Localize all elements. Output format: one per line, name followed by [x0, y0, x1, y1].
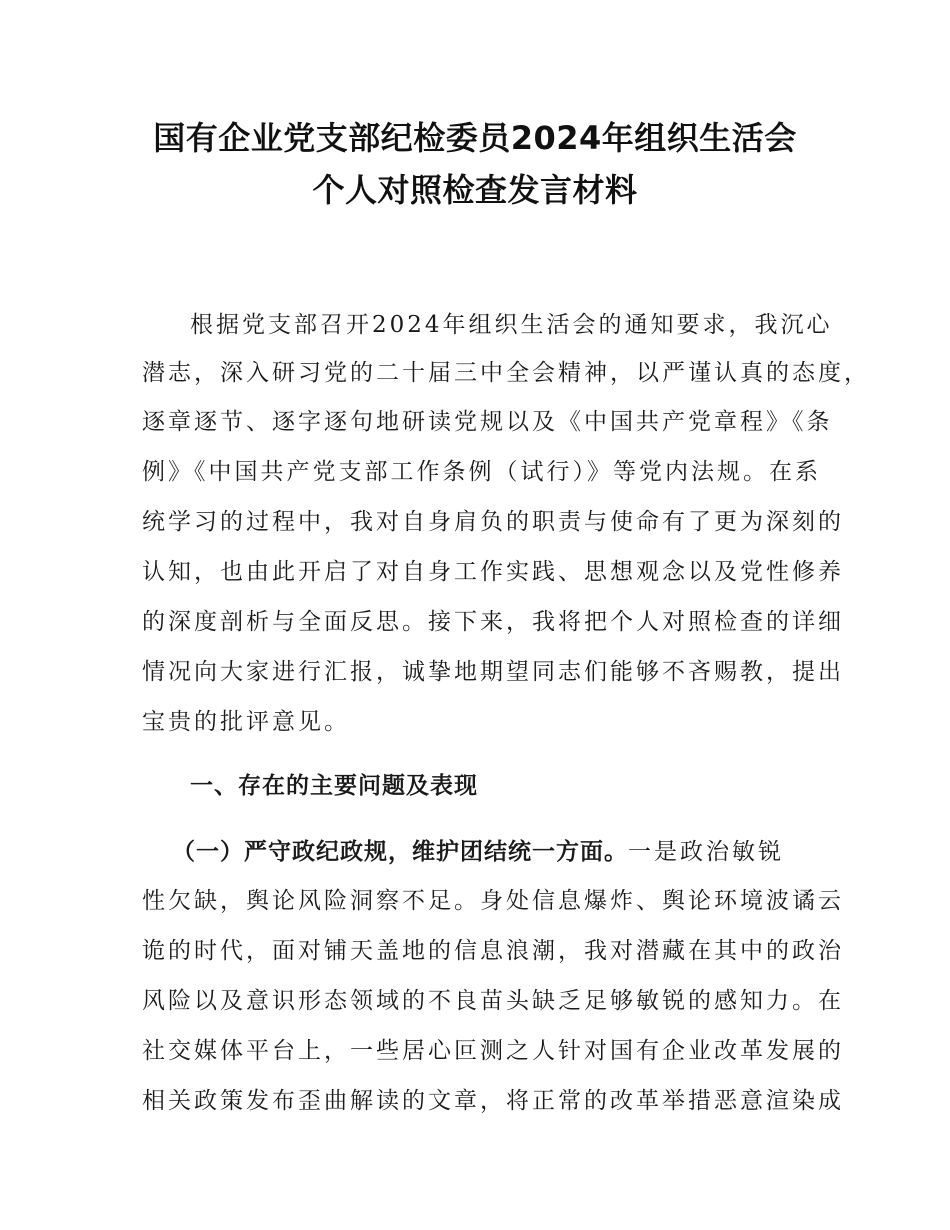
title-line-1: 国有企业党支部纪检委员2024年组织生活会 [153, 119, 797, 157]
body-line: 相关政策发布歪曲解读的文章，将正常的改革举措恶意渲染成 [142, 1088, 844, 1114]
intro-line: 认知，也由此开启了对自身工作实践、思想观念以及党性修养 [142, 559, 844, 585]
intro-line: 情况向大家进行汇报，诚挚地期望同志们能够不吝赐教，提出 [142, 659, 844, 685]
body-line: 性欠缺，舆论风险洞察不足。身处信息爆炸、舆论环境波谲云 [142, 888, 844, 914]
body-line: 社交媒体平台上，一些居心叵测之人针对国有企业改革发展的 [142, 1038, 844, 1064]
intro-line: 统学习的过程中，我对自身肩负的职责与使命有了更为深刻的 [142, 509, 844, 535]
intro-line: 潜志，深入研习党的二十届三中全会精神，以严谨认真的态度， [142, 360, 870, 386]
subsection-first-line-text: 一是政治敏锐 [628, 839, 784, 865]
document-title [0, 112, 950, 216]
body-line: 风险以及意识形态领域的不良苗头缺乏足够敏锐的感知力。在 [142, 988, 844, 1014]
intro-line: 的深度剖析与全面反思。接下来，我将把个人对照检查的详细 [142, 609, 844, 635]
subsection-heading: （一）严守政纪政规，维护团结统一方面。 [172, 839, 628, 865]
intro-line: 逐章逐节、逐字逐句地研读党规以及《中国共产党章程》《条 [142, 409, 833, 435]
intro-line: 根据党支部召开2024年组织生活会的通知要求，我沉心 [190, 312, 833, 338]
intro-line: 例》《中国共产党支部工作条例（试行）》等党内法规。在系 [142, 459, 821, 485]
intro-line: 宝贵的批评意见。 [142, 709, 350, 735]
title-line-2: 个人对照检查发言材料 [312, 171, 638, 209]
body-line: 诡的时代，面对铺天盖地的信息浪潮，我对潜藏在其中的政治 [142, 938, 844, 964]
section-heading: 一、存在的主要问题及表现 [190, 773, 478, 799]
subsection-first-line [172, 838, 784, 866]
